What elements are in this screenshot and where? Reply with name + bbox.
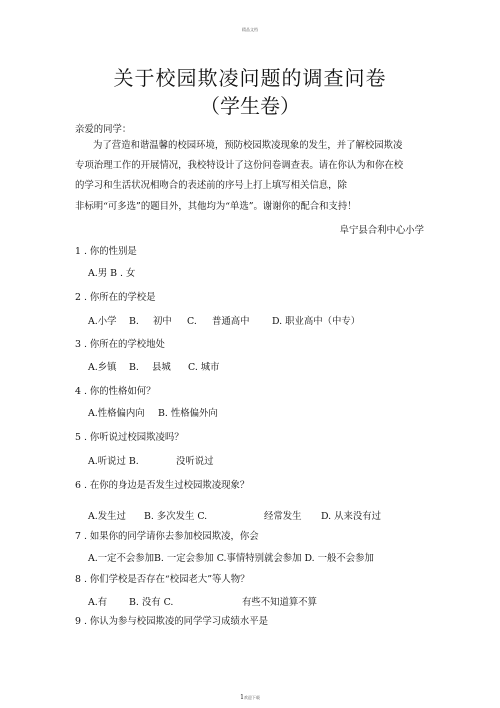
option[interactable]: A.有 — [88, 597, 108, 608]
page-footer — [0, 694, 500, 701]
question-1: 1 . 你的性别是 — [75, 246, 137, 257]
signature-school: 阜宁县合利中心小学 — [339, 225, 424, 236]
option[interactable]: 普通高中 — [212, 316, 250, 327]
intro-line: 专项治理工作的开展情况，我校特设计了这份问卷调查表。请在你认为和你在校 — [75, 160, 404, 171]
option[interactable]: A.小学 — [88, 316, 117, 327]
option[interactable]: B. 性格偏外向 — [158, 408, 218, 419]
question-3: 3 . 你所在的学校地处 — [75, 339, 165, 350]
question-5: 5 . 你听说过校园欺凌吗？ — [75, 432, 184, 443]
question-4: 4 . 你的性格如何？ — [75, 386, 156, 397]
intro-line: 的学习和生活状况相吻合的表述前的序号上打上填写相关信息，除 — [75, 180, 347, 191]
question-9: 9 . 你认为参与校园欺凌的同学学习成绩水平是 — [75, 616, 269, 627]
document-title: 关于校园欺凌问题的调查问卷 — [113, 66, 387, 90]
question-8: 8 . 你们学校是否存在“校园老大”等人物？ — [75, 574, 250, 585]
option[interactable]: B. 没有 C. — [129, 597, 174, 608]
option[interactable]: A.乡镇 — [88, 362, 117, 373]
option[interactable]: D. 职业高中（中专） — [272, 316, 361, 327]
page-header-note: 精品文档 — [242, 27, 258, 32]
question-6: 6 . 在你的身边是否发生过校园欺凌现象？ — [75, 480, 250, 491]
option[interactable]: A.一定不会参加B. 一定会参加 C.事情特别就会参加 D. 一般不会参加 — [88, 553, 374, 564]
option[interactable]: C. 城市 — [188, 362, 220, 373]
option[interactable]: A.听说过 B. — [88, 456, 139, 467]
option[interactable]: A.男 B . 女 — [88, 268, 136, 279]
option[interactable]: A.性格偏内向 — [88, 408, 145, 419]
option[interactable]: B. 多次发生 C. — [144, 511, 208, 522]
question-7: 7 . 如果你的同学请你去参加校园欺凌，你会 — [75, 531, 259, 542]
intro-line: 非标明“可多选”的题目外，其他均为“单选”。谢谢你的配合和支持！ — [75, 201, 357, 212]
option[interactable]: 没听说过 — [176, 456, 214, 467]
option[interactable]: 县城 — [152, 362, 171, 373]
question-2: 2 . 你所在的学校是 — [75, 292, 156, 303]
option[interactable]: 初中 — [153, 316, 172, 327]
document-subtitle: （学生卷） — [200, 94, 300, 118]
footer-note: 欢迎下载 — [243, 695, 260, 700]
option[interactable]: 有些不知道算不算 — [242, 597, 318, 608]
intro-line: 为了营造和谐温馨的校园环境，预防校园欺凌现象的发生，并了解校园欺凌 — [93, 140, 403, 151]
option[interactable]: C. — [187, 316, 197, 327]
option[interactable]: 经常发生 — [264, 511, 302, 522]
option[interactable]: D. 从来没有过 — [321, 511, 382, 522]
option[interactable]: A.发生过 — [88, 511, 126, 522]
page-number: 1 — [240, 694, 244, 701]
option[interactable]: B. — [129, 316, 139, 327]
greeting: 亲爱的同学： — [75, 124, 132, 135]
option[interactable]: B. — [129, 362, 139, 373]
